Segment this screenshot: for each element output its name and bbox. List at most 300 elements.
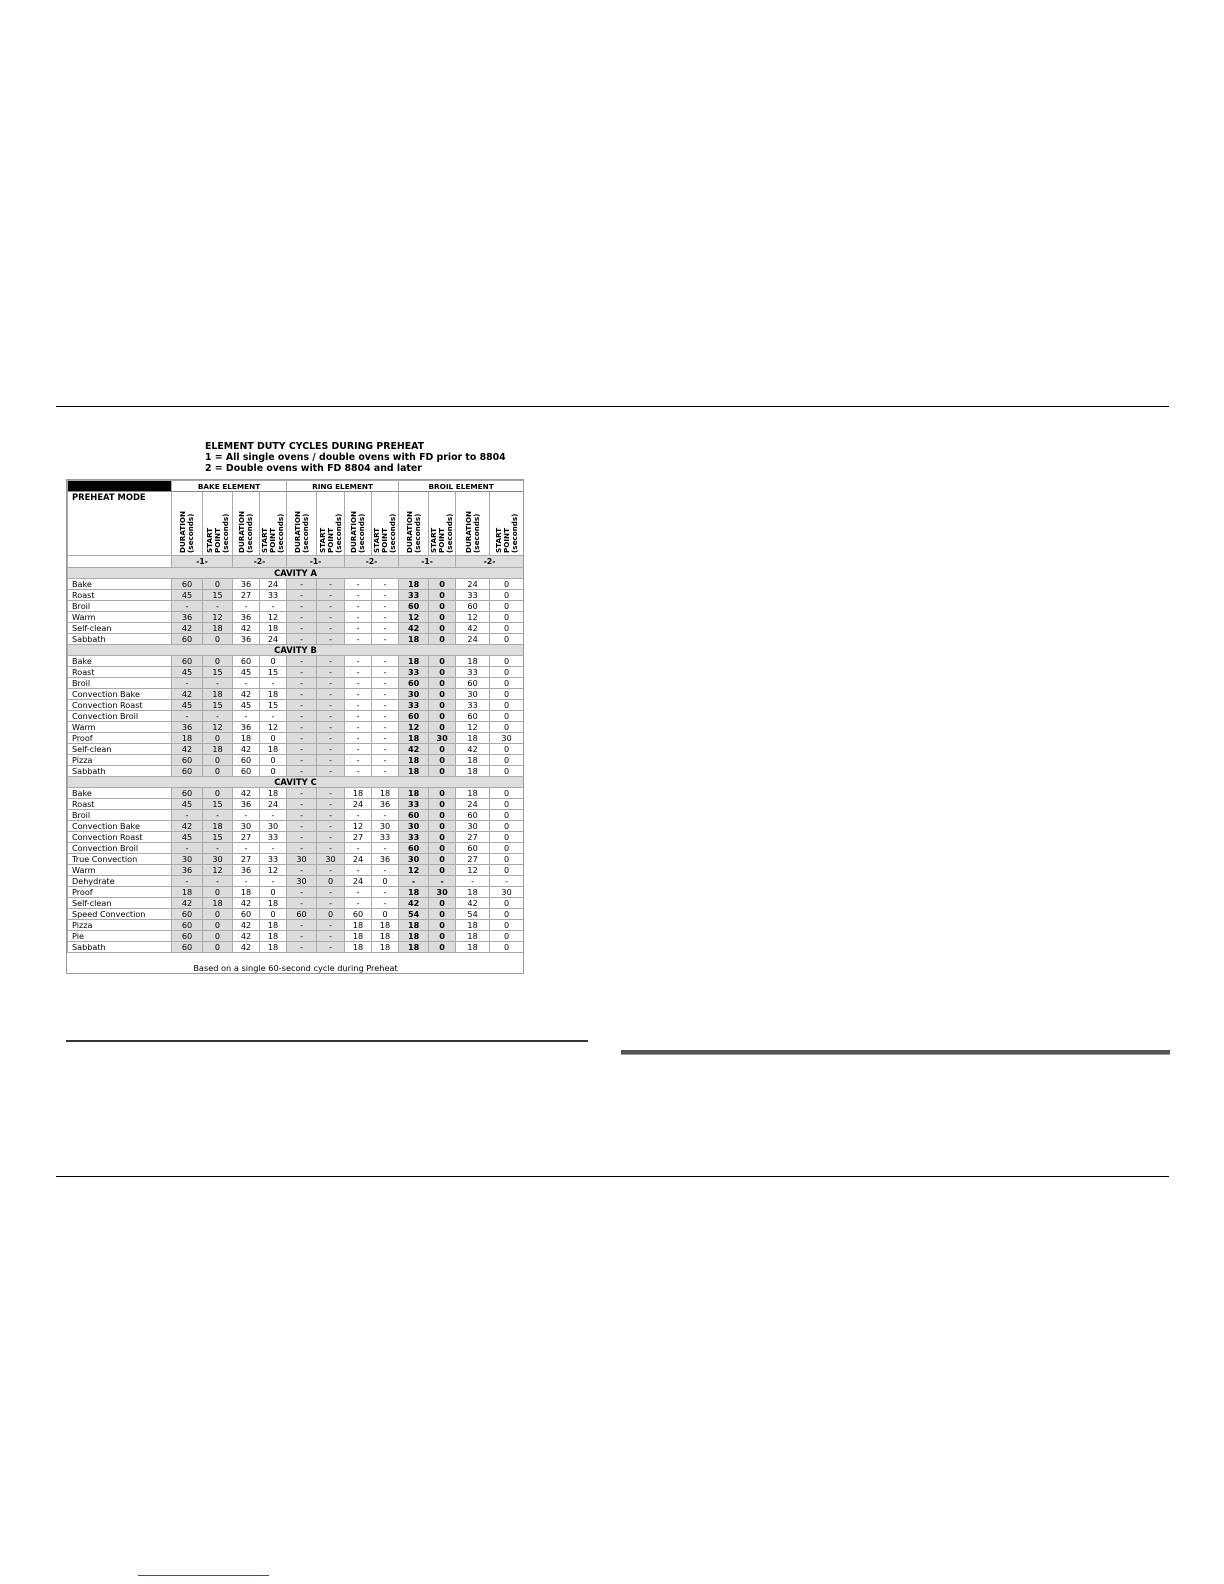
value-cell: - — [345, 634, 372, 645]
value-cell: 42 — [233, 623, 260, 634]
preheat-mode-cell: Broil — [68, 810, 172, 821]
duty-cycle-table-frame — [66, 479, 524, 974]
preheat-mode-cell: Sabbath — [68, 634, 172, 645]
section-header-row — [68, 568, 524, 579]
value-cell: - — [345, 887, 372, 898]
right-column-rule — [621, 1050, 1170, 1055]
value-cell: 30 — [287, 876, 317, 887]
top-rule — [56, 406, 1169, 407]
value-cell: 27 — [345, 832, 372, 843]
value-cell: 12 — [399, 722, 429, 733]
table-row — [68, 843, 524, 854]
value-cell: - — [287, 766, 317, 777]
value-cell: 0 — [429, 711, 456, 722]
duration-column-header — [399, 492, 429, 556]
value-cell: 60 — [172, 579, 203, 590]
value-cell: 0 — [490, 799, 524, 810]
value-cell: 0 — [490, 601, 524, 612]
value-cell: - — [345, 722, 372, 733]
value-cell: 33 — [260, 854, 287, 865]
preheat-mode-cell: Pizza — [68, 920, 172, 931]
value-cell: - — [233, 843, 260, 854]
value-cell: - — [372, 700, 399, 711]
value-cell: 18 — [456, 766, 490, 777]
start-point-column-header — [260, 492, 287, 556]
value-cell: 24 — [345, 799, 372, 810]
value-cell: - — [345, 623, 372, 634]
value-cell: - — [372, 722, 399, 733]
value-cell: 18 — [260, 744, 287, 755]
value-cell: 18 — [399, 755, 429, 766]
value-cell: 60 — [399, 678, 429, 689]
preheat-mode-cell: Roast — [68, 667, 172, 678]
value-cell: 0 — [260, 909, 287, 920]
value-cell: 42 — [172, 744, 203, 755]
value-cell: - — [317, 744, 345, 755]
value-cell: 15 — [260, 667, 287, 678]
preheat-mode-cell: Speed Convection — [68, 909, 172, 920]
value-cell: - — [372, 579, 399, 590]
value-cell: 18 — [456, 887, 490, 898]
value-cell: - — [372, 667, 399, 678]
value-cell: - — [317, 689, 345, 700]
value-cell: 12 — [203, 865, 233, 876]
value-cell: 0 — [203, 634, 233, 645]
value-cell: 0 — [429, 722, 456, 733]
value-cell: 0 — [429, 634, 456, 645]
value-cell: 0 — [203, 733, 233, 744]
preheat-mode-cell: Proof — [68, 733, 172, 744]
value-cell: - — [345, 711, 372, 722]
value-cell: - — [317, 942, 345, 953]
value-cell: 42 — [456, 898, 490, 909]
preheat-mode-cell: Convection Roast — [68, 700, 172, 711]
table-row — [68, 678, 524, 689]
value-cell: 18 — [456, 788, 490, 799]
table-row — [68, 920, 524, 931]
value-cell: 0 — [429, 854, 456, 865]
value-cell: 0 — [429, 590, 456, 601]
value-cell: 36 — [233, 722, 260, 733]
value-cell: 0 — [317, 876, 345, 887]
value-cell: - — [345, 733, 372, 744]
value-cell: - — [260, 810, 287, 821]
value-cell: 45 — [172, 667, 203, 678]
value-cell: 0 — [203, 931, 233, 942]
value-cell: - — [233, 601, 260, 612]
value-cell: - — [287, 656, 317, 667]
column-header-label: DURATION (seconds) — [292, 510, 310, 553]
value-cell: 0 — [490, 942, 524, 953]
value-cell: 0 — [429, 612, 456, 623]
table-row — [68, 876, 524, 887]
value-cell: 18 — [203, 744, 233, 755]
table-row — [68, 601, 524, 612]
preheat-mode-cell: Convection Bake — [68, 689, 172, 700]
preheat-mode-cell: Warm — [68, 865, 172, 876]
column-header-label: START POINT (seconds) — [493, 513, 519, 553]
value-cell: 60 — [456, 601, 490, 612]
preheat-mode-cell: Pie — [68, 931, 172, 942]
value-cell: - — [260, 843, 287, 854]
value-cell: - — [345, 700, 372, 711]
table-row — [68, 634, 524, 645]
column-header-label: DURATION (seconds) — [463, 510, 481, 553]
value-cell: 60 — [172, 931, 203, 942]
value-cell: - — [372, 766, 399, 777]
value-cell: - — [233, 876, 260, 887]
value-cell: - — [345, 744, 372, 755]
value-cell: 0 — [260, 656, 287, 667]
value-cell: 12 — [399, 612, 429, 623]
value-cell: 18 — [203, 898, 233, 909]
version-label: -1- — [172, 556, 233, 568]
start-point-column-header — [372, 492, 399, 556]
value-cell: - — [345, 579, 372, 590]
value-cell: - — [172, 876, 203, 887]
black-header-cell — [68, 481, 172, 492]
table-row — [68, 865, 524, 876]
table-row — [68, 810, 524, 821]
table-row — [68, 711, 524, 722]
value-cell: 18 — [260, 788, 287, 799]
preheat-mode-cell: Self-clean — [68, 898, 172, 909]
value-cell: - — [372, 711, 399, 722]
value-cell: - — [317, 601, 345, 612]
value-cell: 0 — [490, 656, 524, 667]
value-cell: 33 — [260, 590, 287, 601]
value-cell: 60 — [345, 909, 372, 920]
value-cell: - — [345, 678, 372, 689]
value-cell: - — [287, 744, 317, 755]
value-cell: 60 — [233, 656, 260, 667]
value-cell: 42 — [456, 623, 490, 634]
table-row — [68, 799, 524, 810]
value-cell: - — [372, 634, 399, 645]
value-cell: 36 — [372, 854, 399, 865]
value-cell: 60 — [399, 810, 429, 821]
table-row — [68, 733, 524, 744]
value-cell: 0 — [429, 766, 456, 777]
value-cell: 0 — [490, 843, 524, 854]
value-cell: 0 — [429, 601, 456, 612]
value-cell: 0 — [429, 678, 456, 689]
value-cell: - — [372, 678, 399, 689]
table-row — [68, 579, 524, 590]
duty-cycle-table — [67, 480, 524, 973]
value-cell: 0 — [490, 590, 524, 601]
value-cell: 18 — [399, 733, 429, 744]
table-row — [68, 700, 524, 711]
footer-link-underline — [138, 1575, 269, 1576]
section-title: CAVITY A — [68, 568, 524, 579]
value-cell: 36 — [172, 865, 203, 876]
value-cell: - — [372, 623, 399, 634]
value-cell: 0 — [429, 656, 456, 667]
value-cell: 24 — [456, 579, 490, 590]
value-cell: 18 — [399, 766, 429, 777]
table-row — [68, 623, 524, 634]
value-cell: - — [172, 601, 203, 612]
value-cell: - — [260, 601, 287, 612]
value-cell: - — [260, 678, 287, 689]
value-cell: 33 — [372, 832, 399, 843]
value-cell: - — [203, 711, 233, 722]
value-cell: - — [317, 810, 345, 821]
value-cell: 60 — [172, 634, 203, 645]
value-cell: 0 — [490, 711, 524, 722]
value-cell: - — [233, 711, 260, 722]
preheat-mode-cell: Dehydrate — [68, 876, 172, 887]
value-cell: - — [317, 656, 345, 667]
value-cell: 0 — [260, 733, 287, 744]
value-cell: - — [345, 590, 372, 601]
value-cell: 30 — [399, 854, 429, 865]
column-header-label: DURATION (seconds) — [404, 510, 422, 553]
value-cell: - — [372, 590, 399, 601]
value-cell: 0 — [429, 821, 456, 832]
caption-line-2: 2 = Double ovens with FD 8804 and later — [205, 463, 422, 474]
value-cell: 60 — [399, 711, 429, 722]
value-cell: 18 — [399, 931, 429, 942]
value-cell: - — [260, 876, 287, 887]
duration-column-header — [172, 492, 203, 556]
value-cell: - — [287, 887, 317, 898]
value-cell: - — [372, 612, 399, 623]
value-cell: 0 — [490, 766, 524, 777]
value-cell: - — [233, 678, 260, 689]
value-cell: 30 — [287, 854, 317, 865]
value-cell: 27 — [456, 832, 490, 843]
value-cell: - — [317, 711, 345, 722]
value-cell: 27 — [456, 854, 490, 865]
value-cell: 0 — [490, 700, 524, 711]
value-cell: - — [317, 865, 345, 876]
preheat-mode-cell: Proof — [68, 887, 172, 898]
value-cell: - — [287, 821, 317, 832]
value-cell: 33 — [399, 700, 429, 711]
value-cell: 0 — [490, 810, 524, 821]
value-cell: 60 — [399, 843, 429, 854]
column-header-label: START POINT (seconds) — [372, 513, 398, 553]
value-cell: 0 — [490, 788, 524, 799]
table-row — [68, 612, 524, 623]
value-cell: - — [317, 931, 345, 942]
section-title: CAVITY B — [68, 645, 524, 656]
value-cell: 36 — [372, 799, 399, 810]
section-header-row — [68, 645, 524, 656]
value-cell: - — [317, 612, 345, 623]
value-cell: - — [345, 612, 372, 623]
version-label: -2- — [456, 556, 524, 568]
value-cell: 18 — [372, 942, 399, 953]
table-row — [68, 832, 524, 843]
table-row — [68, 931, 524, 942]
value-cell: 0 — [260, 755, 287, 766]
value-cell: 30 — [317, 854, 345, 865]
value-cell: 0 — [490, 689, 524, 700]
value-cell: - — [287, 722, 317, 733]
value-cell: 0 — [260, 766, 287, 777]
value-cell: - — [287, 942, 317, 953]
table-row — [68, 667, 524, 678]
value-cell: 18 — [203, 623, 233, 634]
value-cell: 0 — [490, 579, 524, 590]
value-cell: 12 — [203, 722, 233, 733]
value-cell: 33 — [456, 590, 490, 601]
value-cell: 18 — [372, 931, 399, 942]
version-label: -1- — [287, 556, 345, 568]
value-cell: 30 — [260, 821, 287, 832]
value-cell: - — [317, 821, 345, 832]
value-cell: 30 — [399, 821, 429, 832]
value-cell: 0 — [372, 909, 399, 920]
duration-column-header — [456, 492, 490, 556]
value-cell: 0 — [429, 623, 456, 634]
value-cell: - — [287, 733, 317, 744]
value-cell: - — [372, 733, 399, 744]
value-cell: 30 — [429, 887, 456, 898]
value-cell: - — [317, 898, 345, 909]
value-cell: 30 — [172, 854, 203, 865]
value-cell: - — [317, 733, 345, 744]
value-cell: 18 — [260, 931, 287, 942]
value-cell: 15 — [203, 590, 233, 601]
value-cell: - — [317, 700, 345, 711]
value-cell: 0 — [429, 700, 456, 711]
value-cell: - — [317, 634, 345, 645]
value-cell: 18 — [203, 821, 233, 832]
preheat-mode-cell: Convection Roast — [68, 832, 172, 843]
preheat-mode-cell: Broil — [68, 601, 172, 612]
table-row — [68, 942, 524, 953]
value-cell: - — [287, 579, 317, 590]
value-cell: - — [287, 898, 317, 909]
value-cell: 0 — [203, 755, 233, 766]
table-footnote: Based on a single 60-second cycle during Preheat — [68, 953, 524, 974]
table-row — [68, 898, 524, 909]
version-label: -1- — [399, 556, 456, 568]
preheat-mode-cell: Warm — [68, 612, 172, 623]
bottom-rule — [56, 1176, 1169, 1177]
value-cell: 15 — [203, 832, 233, 843]
value-cell: 0 — [490, 821, 524, 832]
value-cell: - — [287, 865, 317, 876]
value-cell: 24 — [456, 634, 490, 645]
preheat-mode-cell: True Convection — [68, 854, 172, 865]
table-row — [68, 656, 524, 667]
value-cell: 0 — [203, 656, 233, 667]
value-cell: 60 — [456, 810, 490, 821]
value-cell: 42 — [233, 744, 260, 755]
value-cell: - — [372, 865, 399, 876]
value-cell: 18 — [260, 623, 287, 634]
value-cell: 0 — [429, 579, 456, 590]
column-header-label: START POINT (seconds) — [260, 513, 286, 553]
column-header-row — [68, 492, 524, 556]
value-cell: 36 — [172, 722, 203, 733]
value-cell: 18 — [372, 788, 399, 799]
value-cell: 42 — [172, 898, 203, 909]
value-cell: 24 — [345, 854, 372, 865]
value-cell: 54 — [456, 909, 490, 920]
preheat-mode-cell: Bake — [68, 788, 172, 799]
value-cell: 30 — [456, 689, 490, 700]
bake-element-header: BAKE ELEMENT — [172, 481, 287, 492]
value-cell: 0 — [372, 876, 399, 887]
value-cell: - — [317, 755, 345, 766]
column-header-label: DURATION (seconds) — [349, 510, 367, 553]
value-cell: - — [287, 931, 317, 942]
value-cell: 12 — [456, 722, 490, 733]
value-cell: 60 — [456, 678, 490, 689]
value-cell: 24 — [260, 634, 287, 645]
value-cell: 0 — [203, 788, 233, 799]
value-cell: 12 — [456, 612, 490, 623]
duration-column-header — [345, 492, 372, 556]
value-cell: 0 — [429, 865, 456, 876]
table-row — [68, 821, 524, 832]
value-cell: 45 — [233, 667, 260, 678]
table-caption — [205, 441, 506, 474]
value-cell: 42 — [399, 898, 429, 909]
value-cell: 18 — [372, 920, 399, 931]
value-cell: 60 — [172, 766, 203, 777]
value-cell: 0 — [429, 744, 456, 755]
value-cell: 0 — [429, 909, 456, 920]
value-cell: - — [287, 612, 317, 623]
value-cell: 30 — [233, 821, 260, 832]
value-cell: - — [287, 678, 317, 689]
value-cell: 60 — [172, 755, 203, 766]
value-cell: - — [203, 876, 233, 887]
value-cell: 18 — [260, 920, 287, 931]
value-cell: - — [372, 689, 399, 700]
value-cell: - — [372, 887, 399, 898]
preheat-mode-cell: Sabbath — [68, 766, 172, 777]
value-cell: 60 — [287, 909, 317, 920]
footnote-row — [68, 953, 524, 974]
column-header-label: START POINT (seconds) — [204, 513, 230, 553]
start-point-column-header — [317, 492, 345, 556]
value-cell: 0 — [429, 799, 456, 810]
value-cell: 42 — [399, 744, 429, 755]
value-cell: - — [399, 876, 429, 887]
table-row — [68, 854, 524, 865]
value-cell: - — [317, 722, 345, 733]
value-cell: 0 — [203, 766, 233, 777]
value-cell: 18 — [260, 942, 287, 953]
value-cell: - — [287, 755, 317, 766]
value-cell: 18 — [203, 689, 233, 700]
preheat-mode-cell: Bake — [68, 656, 172, 667]
value-cell: 36 — [233, 634, 260, 645]
value-cell: - — [287, 667, 317, 678]
value-cell: - — [317, 678, 345, 689]
value-cell: 18 — [260, 898, 287, 909]
start-point-column-header — [203, 492, 233, 556]
value-cell: 18 — [399, 920, 429, 931]
value-cell: 24 — [456, 799, 490, 810]
value-cell: 60 — [233, 766, 260, 777]
value-cell: - — [345, 865, 372, 876]
value-cell: - — [260, 711, 287, 722]
value-cell: 0 — [490, 909, 524, 920]
value-cell: - — [345, 601, 372, 612]
value-cell: - — [317, 799, 345, 810]
value-cell: 18 — [399, 634, 429, 645]
value-cell: 0 — [490, 678, 524, 689]
